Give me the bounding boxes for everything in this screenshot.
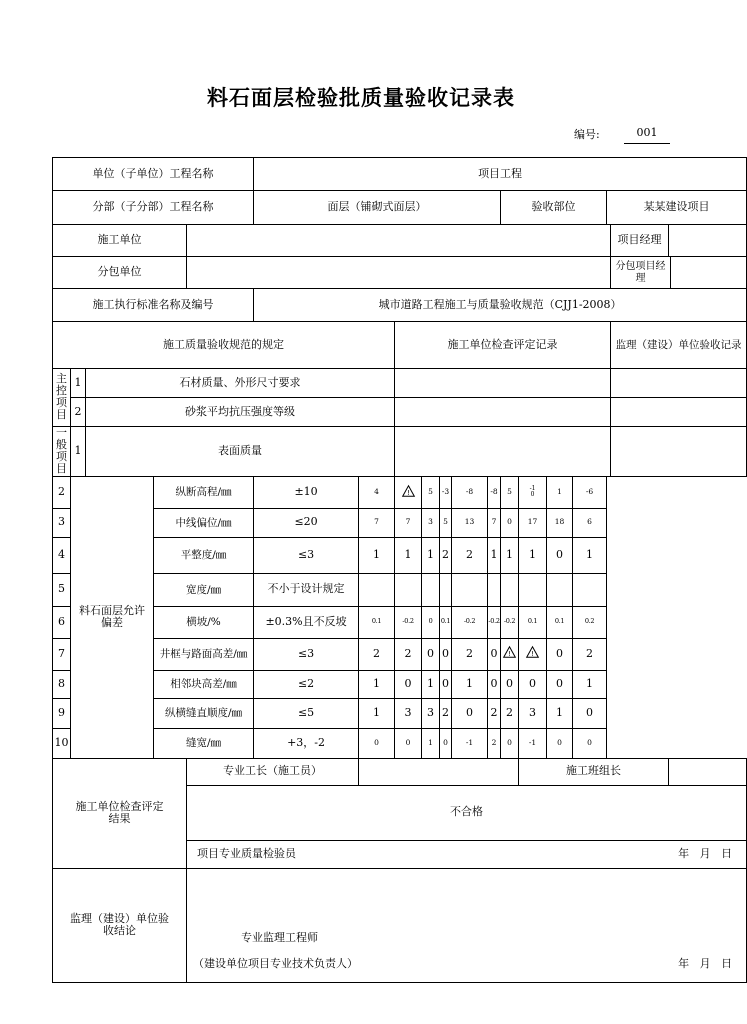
- header-row-unit: [53, 158, 747, 191]
- measurement-cell[interactable]: [395, 476, 422, 508]
- measurement-cell[interactable]: [440, 573, 452, 606]
- main-item-no: 2: [71, 398, 86, 427]
- tolerance-item-name: 横坡/%: [154, 606, 254, 638]
- measurement-cell[interactable]: 18: [547, 508, 573, 537]
- main-item-row: [53, 398, 747, 427]
- header-row-subdivision: [53, 191, 747, 225]
- foreman-value[interactable]: [359, 758, 519, 785]
- measurement-cell[interactable]: 1: [573, 670, 607, 698]
- measurement-cell[interactable]: [488, 573, 501, 606]
- supervision-result-label: 监理（建设）单位验收结论: [53, 868, 187, 982]
- measurement-cell[interactable]: 0: [395, 670, 422, 698]
- measurement-cell[interactable]: 1: [359, 698, 395, 728]
- tolerance-row: [53, 638, 747, 670]
- measurement-cell[interactable]: -0.2: [488, 606, 501, 638]
- tolerance-spec: ≤2: [254, 670, 359, 698]
- measurement-cell[interactable]: [501, 638, 519, 670]
- tolerance-spec: ≤3: [254, 638, 359, 670]
- column-header-row: [53, 322, 747, 369]
- measurement-cell[interactable]: 1: [547, 698, 573, 728]
- unit-name-label: 单位（子单位）工程名称: [53, 158, 254, 191]
- warning-triangle-icon: [503, 646, 516, 658]
- sub-project-manager-label: 分包项目经理: [611, 257, 671, 289]
- measurement-cell[interactable]: 0.1: [547, 606, 573, 638]
- contractor-label: 施工单位: [53, 225, 187, 257]
- subcontractor-value[interactable]: [187, 257, 611, 289]
- tolerance-spec: ±0.3%且不反坡: [254, 606, 359, 638]
- measurement-cell[interactable]: 7: [359, 508, 395, 537]
- warning-triangle-icon: [402, 485, 415, 497]
- sub-project-manager-value[interactable]: [671, 257, 747, 289]
- construction-sign-row: [53, 758, 747, 785]
- measurement-cell[interactable]: -0.2: [395, 606, 422, 638]
- main-items-group-label: 主控项目: [53, 369, 71, 427]
- tolerance-item-no: 6: [53, 606, 71, 638]
- measurement-cell[interactable]: 0: [440, 638, 452, 670]
- measurement-cell[interactable]: -0.2: [452, 606, 488, 638]
- measurement-cell[interactable]: 2: [440, 698, 452, 728]
- measurement-cell[interactable]: 0.2: [573, 606, 607, 638]
- tolerance-item-name: 缝宽/㎜: [154, 728, 254, 758]
- measurement-cell[interactable]: 1: [519, 537, 547, 573]
- project-manager-label: 项目经理: [611, 225, 669, 257]
- measurement-cell[interactable]: 17: [519, 508, 547, 537]
- general-item-no: 1: [71, 427, 86, 477]
- measurement-cell[interactable]: [547, 573, 573, 606]
- measurement-cell[interactable]: 2: [488, 728, 501, 758]
- tolerance-item-name: 相邻块高差/㎜: [154, 670, 254, 698]
- inspector-label: 项目专业质量检验员: [197, 846, 296, 860]
- measurement-cell[interactable]: 3: [422, 698, 440, 728]
- tolerance-item-no: 2: [53, 476, 71, 508]
- measurement-cell[interactable]: 5: [501, 476, 519, 508]
- measurement-cell[interactable]: 2: [359, 638, 395, 670]
- measurement-cell[interactable]: -6: [573, 476, 607, 508]
- measurement-cell[interactable]: 0: [422, 638, 440, 670]
- measurement-cell[interactable]: 13: [452, 508, 488, 537]
- measurement-cell[interactable]: [573, 573, 607, 606]
- tolerance-spec: ±10: [254, 476, 359, 508]
- construction-result-label: 施工单位检查评定结果: [53, 758, 187, 868]
- tolerance-spec: 不小于设计规定: [254, 573, 359, 606]
- measurement-cell[interactable]: 7: [395, 508, 422, 537]
- fraction-value: -1 0: [529, 485, 536, 499]
- measurement-cell[interactable]: [519, 638, 547, 670]
- measurement-cell[interactable]: -8: [452, 476, 488, 508]
- subdivision-name-value[interactable]: 面层（铺砌式面层）: [254, 191, 501, 225]
- measurement-cell[interactable]: 0: [501, 728, 519, 758]
- check-column-header: 施工单位检查评定记录: [395, 322, 611, 369]
- measurement-cell[interactable]: 1: [488, 537, 501, 573]
- tolerance-spec: ≤5: [254, 698, 359, 728]
- page-title: 料石面层检验批质量验收记录表: [207, 86, 515, 110]
- construction-date[interactable]: 年 月 日: [678, 846, 733, 860]
- measurement-cell[interactable]: 2: [452, 638, 488, 670]
- tolerance-row: [53, 728, 747, 758]
- document-number-value[interactable]: 001: [624, 126, 670, 144]
- tolerance-row: [53, 476, 747, 508]
- svg-text:!: !: [531, 650, 534, 659]
- measurement-cell[interactable]: [395, 573, 422, 606]
- tolerance-row: [53, 573, 747, 606]
- general-item-check[interactable]: [395, 427, 611, 477]
- measurement-cell[interactable]: -3: [440, 476, 452, 508]
- supervision-owner-label: （建设单位项目专业技术负责人）: [193, 956, 358, 970]
- tolerance-spec: +3，-2: [254, 728, 359, 758]
- measurement-cell[interactable]: 1: [359, 537, 395, 573]
- subcontractor-label: 分包单位: [53, 257, 187, 289]
- supervision-date[interactable]: 年 月 日: [678, 956, 733, 970]
- tolerance-item-no: 7: [53, 638, 71, 670]
- measurement-cell[interactable]: [519, 573, 547, 606]
- tolerance-row: [53, 606, 747, 638]
- supervise-column-header: 监理（建设）单位验收记录: [611, 322, 747, 369]
- measurement-cell[interactable]: 4: [359, 476, 395, 508]
- tolerance-item-no: 8: [53, 670, 71, 698]
- header-row-contractor: [53, 225, 747, 257]
- measurement-cell[interactable]: 0.1: [440, 606, 452, 638]
- main-item-supervise[interactable]: [611, 369, 747, 398]
- tolerance-spec: ≤3: [254, 537, 359, 573]
- general-items-group-label: 一般项目: [53, 427, 71, 477]
- measurement-cell[interactable]: 1: [422, 728, 440, 758]
- main-item-check[interactable]: [395, 369, 611, 398]
- tolerance-item-name: 井框与路面高差/㎜: [154, 638, 254, 670]
- measurement-cell[interactable]: 7: [488, 508, 501, 537]
- measurement-cell[interactable]: 2: [440, 537, 452, 573]
- measurement-cell[interactable]: 2: [452, 537, 488, 573]
- standard-value[interactable]: 城市道路工程施工与质量验收规范（CJJ1-2008）: [254, 289, 747, 322]
- tolerance-spec: ≤20: [254, 508, 359, 537]
- construction-result-value[interactable]: 不合格: [187, 785, 747, 840]
- team-leader-label: 施工班组长: [519, 758, 669, 785]
- measurement-cell[interactable]: 0: [422, 606, 440, 638]
- measurement-cell[interactable]: 2: [501, 698, 519, 728]
- tolerance-row: [53, 508, 747, 537]
- measurement-cell[interactable]: 3: [395, 698, 422, 728]
- general-items-supervise[interactable]: [611, 427, 747, 477]
- measurement-cell[interactable]: 0: [488, 670, 501, 698]
- standard-label: 施工执行标准名称及编号: [53, 289, 254, 322]
- project-manager-value[interactable]: [669, 225, 747, 257]
- measurement-cell[interactable]: 0: [519, 670, 547, 698]
- measurement-cell[interactable]: 0: [573, 698, 607, 728]
- tolerance-row: [53, 670, 747, 698]
- tolerance-item-name: 纵横缝直顺度/㎜: [154, 698, 254, 728]
- tolerance-item-no: 9: [53, 698, 71, 728]
- measurement-cell[interactable]: 3: [422, 508, 440, 537]
- tolerance-item-name: 平整度/㎜: [154, 537, 254, 573]
- measurement-cell[interactable]: 1: [452, 670, 488, 698]
- acceptance-part-label: 验收部位: [501, 191, 607, 225]
- unit-name-value[interactable]: 项目工程: [254, 158, 747, 191]
- measurement-cell[interactable]: 0: [547, 670, 573, 698]
- measurement-cell[interactable]: 1: [547, 476, 573, 508]
- measurement-cell[interactable]: 0: [547, 728, 573, 758]
- measurement-cell[interactable]: 1: [422, 537, 440, 573]
- tolerance-group-label: 料石面层允许偏差: [71, 476, 154, 758]
- measurement-cell[interactable]: [519, 476, 547, 508]
- supervision-engineer-label: 专业监理工程师: [241, 930, 318, 944]
- svg-text:!: !: [508, 650, 511, 659]
- general-item-row: [53, 427, 747, 477]
- main-item-row: [53, 369, 747, 398]
- measurement-cell[interactable]: 2: [573, 638, 607, 670]
- measurement-cell[interactable]: 0: [440, 670, 452, 698]
- contractor-value[interactable]: [187, 225, 611, 257]
- tolerance-item-name: 中线偏位/㎜: [154, 508, 254, 537]
- supervision-result-cell[interactable]: [187, 868, 747, 982]
- measurement-cell[interactable]: -0.2: [501, 606, 519, 638]
- measurement-cell[interactable]: [452, 573, 488, 606]
- measurement-cell[interactable]: -1: [452, 728, 488, 758]
- main-item-no: 1: [71, 369, 86, 398]
- tolerance-row: [53, 537, 747, 573]
- measurement-cell[interactable]: [359, 573, 395, 606]
- tolerance-item-name: 宽度/㎜: [154, 573, 254, 606]
- measurement-cell[interactable]: 3: [519, 698, 547, 728]
- measurement-cell[interactable]: 0.1: [519, 606, 547, 638]
- main-item-text: 石材质量、外形尺寸要求: [86, 369, 395, 398]
- measurement-cell[interactable]: 0: [547, 537, 573, 573]
- measurement-cell[interactable]: 6: [573, 508, 607, 537]
- supervision-result-row: [53, 868, 747, 982]
- tolerance-row: [53, 698, 747, 728]
- document-number-label: 编号:: [574, 128, 600, 141]
- team-leader-value[interactable]: [669, 758, 747, 785]
- measurement-cell[interactable]: 0: [452, 698, 488, 728]
- measurement-cell[interactable]: 1: [422, 670, 440, 698]
- measurement-cell[interactable]: 1: [395, 537, 422, 573]
- warning-triangle-icon: [526, 646, 539, 658]
- measurement-cell[interactable]: -1: [519, 728, 547, 758]
- general-item-text: 表面质量: [86, 427, 395, 477]
- measurement-cell[interactable]: 0: [359, 728, 395, 758]
- header-row-subcontractor: [53, 257, 747, 289]
- construction-inspector-cell: [187, 840, 747, 868]
- measurement-cell[interactable]: 5: [422, 476, 440, 508]
- measurement-cell[interactable]: 0: [488, 638, 501, 670]
- main-item-text: 砂浆平均抗压强度等级: [86, 398, 395, 427]
- foreman-label: 专业工长（施工员）: [187, 758, 359, 785]
- main-item-supervise[interactable]: [611, 398, 747, 427]
- measurement-cell[interactable]: 1: [359, 670, 395, 698]
- tolerance-item-no: 5: [53, 573, 71, 606]
- tolerance-item-no: 3: [53, 508, 71, 537]
- tolerance-item-no: 10: [53, 728, 71, 758]
- svg-text:!: !: [406, 488, 410, 497]
- tolerance-item-name: 纵断高程/㎜: [154, 476, 254, 508]
- measurement-cell[interactable]: 0.1: [359, 606, 395, 638]
- spec-column-header: 施工质量验收规范的规定: [53, 322, 395, 369]
- main-item-check[interactable]: [395, 398, 611, 427]
- measurement-cell[interactable]: 2: [488, 698, 501, 728]
- measurement-cell[interactable]: 0: [501, 670, 519, 698]
- inspection-form: [52, 157, 747, 983]
- header-row-standard: [53, 289, 747, 322]
- measurement-cell[interactable]: -8: [488, 476, 501, 508]
- measurement-cell[interactable]: 0: [573, 728, 607, 758]
- measurement-cell[interactable]: 0: [440, 728, 452, 758]
- measurement-cell[interactable]: 0: [547, 638, 573, 670]
- measurement-cell[interactable]: [422, 573, 440, 606]
- measurement-cell[interactable]: 2: [395, 638, 422, 670]
- measurement-cell[interactable]: 5: [440, 508, 452, 537]
- measurement-cell[interactable]: 1: [501, 537, 519, 573]
- measurement-cell[interactable]: 0: [501, 508, 519, 537]
- measurement-cell[interactable]: 1: [573, 537, 607, 573]
- tolerance-item-no: 4: [53, 537, 71, 573]
- measurement-cell[interactable]: 0: [395, 728, 422, 758]
- acceptance-part-value[interactable]: 某某建设项目: [607, 191, 747, 225]
- measurement-cell[interactable]: [501, 573, 519, 606]
- subdivision-name-label: 分部（子分部）工程名称: [53, 191, 254, 225]
